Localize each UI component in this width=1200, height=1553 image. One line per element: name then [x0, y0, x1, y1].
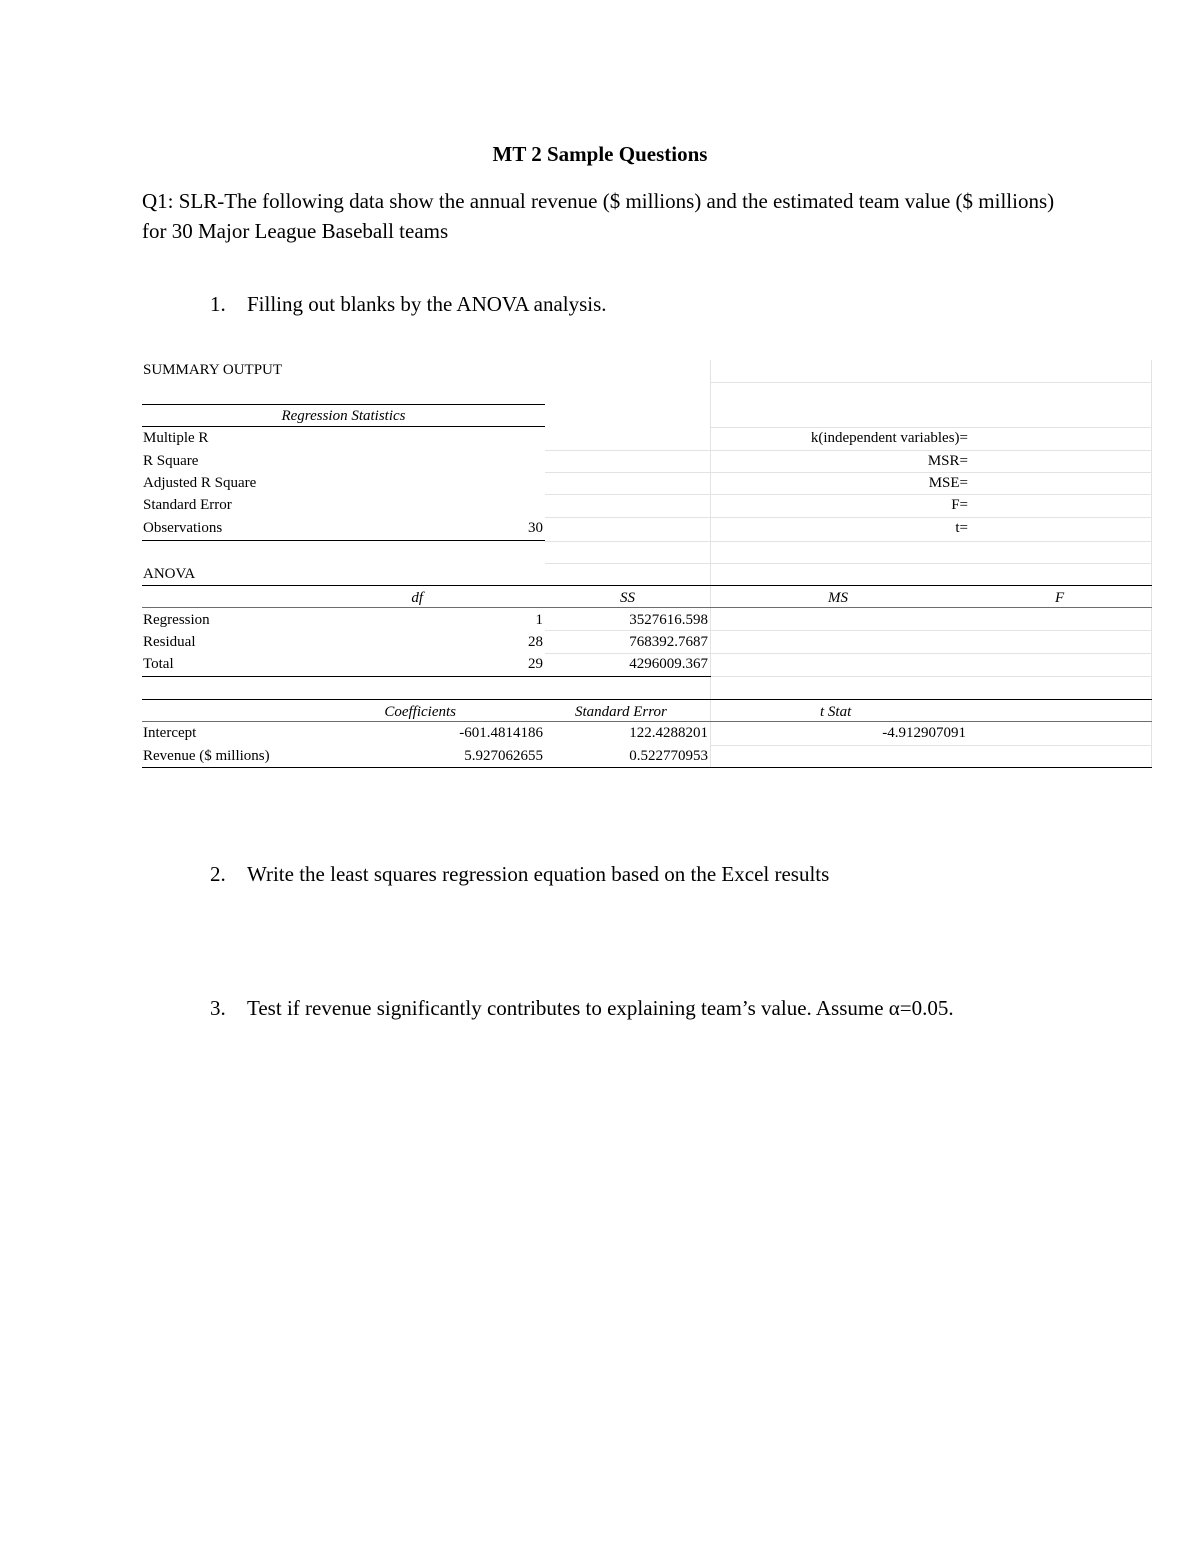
reg-stat-label: Standard Error: [143, 497, 232, 513]
anova-header-bottom-rule: [142, 607, 1152, 608]
anova-row-df: 28: [528, 634, 543, 650]
grid-hline-5: [545, 494, 1152, 495]
blank-mse-label: MSE=: [928, 475, 968, 491]
blank-t-label: t=: [955, 520, 968, 536]
reg-stat-label: Adjusted R Square: [143, 475, 257, 491]
question-3-number: 3.: [210, 996, 226, 1020]
anova-row-ss: 768392.7687: [629, 634, 708, 650]
anova-bottom-rule-ss: [545, 676, 711, 677]
coef-header-coefficients: Coefficients: [384, 704, 456, 720]
blank-k-label: k(independent variables)=: [810, 430, 968, 446]
grid-vline-2: [1151, 360, 1152, 768]
observations-value: 30: [528, 520, 543, 536]
question-1-text: Filling out blanks by the ANOVA analysis.: [247, 292, 607, 316]
coef-value: 5.927062655: [464, 748, 543, 764]
question-2-number: 2.: [210, 862, 226, 886]
blank-f-label: F=: [951, 497, 968, 513]
reg-stats-header: Regression Statistics: [281, 408, 406, 424]
coef-bottom-rule: [142, 767, 1152, 768]
anova-row-ss: 4296009.367: [629, 656, 708, 672]
anova-row-label: Total: [143, 656, 174, 672]
standard-error-value: 122.4288201: [629, 725, 708, 741]
standard-error-value: 0.522770953: [629, 748, 708, 764]
grid-hline-10: [545, 653, 1152, 654]
anova-row-label: Regression: [143, 612, 210, 628]
question-1-number: 1.: [210, 292, 226, 316]
grid-hline-4: [545, 472, 1152, 473]
anova-header-top-rule: [142, 585, 1152, 586]
t-stat-value: -4.912907091: [882, 725, 966, 741]
reg-stat-label: Observations: [143, 520, 223, 536]
coef-row-label: Revenue ($ millions): [143, 748, 270, 764]
blank-msr-label: MSR=: [927, 453, 968, 469]
reg-stats-top-rule: [142, 404, 545, 405]
grid-hline-12: [710, 745, 1152, 746]
grid-vline-1: [710, 360, 711, 768]
grid-hline-3: [545, 450, 1152, 451]
coef-header-standard-error: Standard Error: [575, 704, 667, 720]
grid-hline-2: [710, 427, 1152, 428]
page-title: MT 2 Sample Questions: [492, 142, 708, 166]
grid-hline-8: [545, 563, 1152, 564]
reg-stat-label: R Square: [143, 453, 199, 469]
question-intro: Q1: SLR-The following data show the annual revenue ($ millions) and the estimated team value ($ millions) for 30 Major League Baseball teams: [142, 189, 1055, 243]
grid-hline-1: [710, 382, 1152, 383]
anova-row-df: 29: [528, 656, 543, 672]
coef-row-label: Intercept: [143, 725, 197, 741]
anova-row-label: Residual: [143, 634, 196, 650]
summary-output-title: SUMMARY OUTPUT: [143, 362, 283, 378]
coef-header-top-rule: [142, 699, 1152, 700]
anova-header-f: F: [1055, 590, 1065, 606]
coef-header-t-stat: t Stat: [820, 704, 852, 720]
reg-stat-label: Multiple R: [143, 430, 209, 446]
anova-row-df: 1: [535, 612, 543, 628]
reg-stats-bottom-rule: [142, 540, 545, 541]
question-2-text: Write the least squares regression equation based on the Excel results: [247, 862, 830, 886]
question-3-text: Test if revenue significantly contributes to explaining team’s value. Assume α=0.05.: [247, 996, 954, 1020]
grid-hline-9: [545, 630, 1152, 631]
anova-header-ss: SS: [620, 590, 635, 606]
anova-bottom-rule: [142, 676, 545, 677]
anova-header-ms: MS: [828, 590, 848, 606]
reg-stats-header-rule: [142, 426, 545, 427]
coef-header-bottom-rule: [142, 721, 1152, 722]
anova-row-ss: 3527616.598: [629, 612, 708, 628]
grid-hline-7: [545, 541, 1152, 542]
coef-value: -601.4814186: [459, 725, 543, 741]
anova-header-df: df: [411, 590, 423, 606]
anova-title: ANOVA: [143, 566, 196, 582]
grid-hline-6: [545, 517, 1152, 518]
